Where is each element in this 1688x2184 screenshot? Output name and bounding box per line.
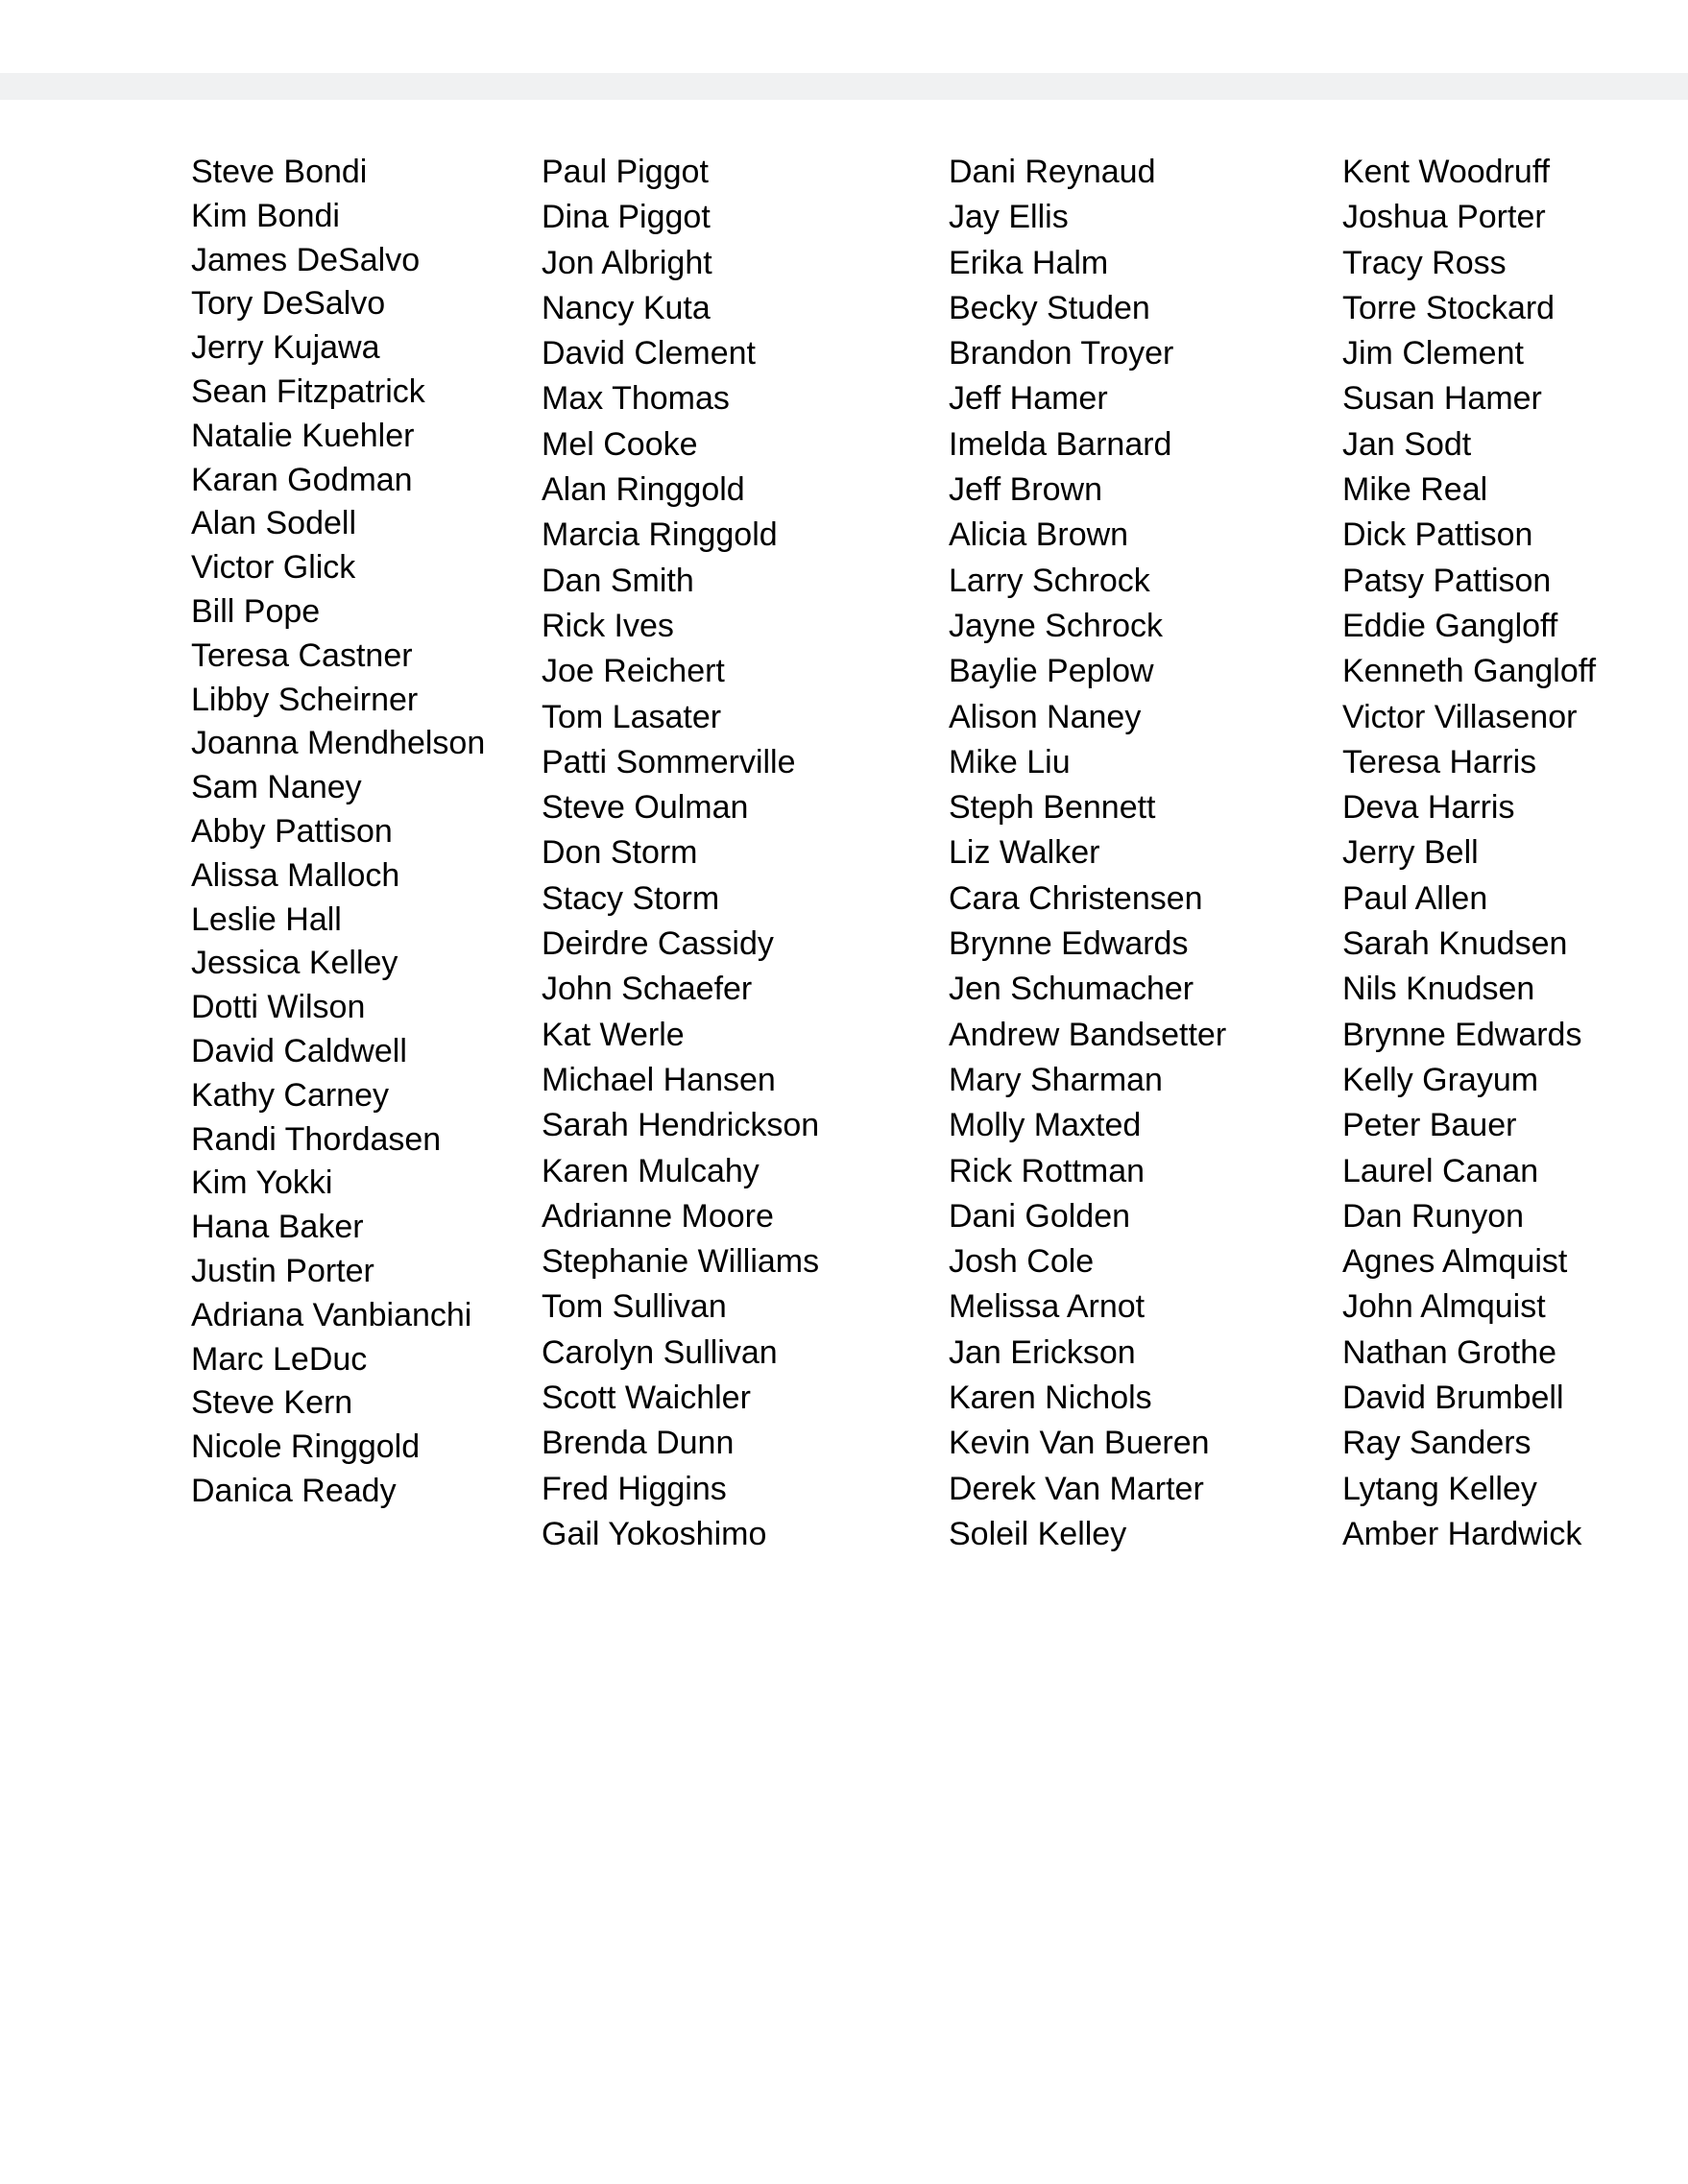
list-item: Alicia Brown <box>949 516 1129 554</box>
list-item: Sarah Hendrickson <box>542 1107 820 1144</box>
list-item: Jerry Bell <box>1342 834 1479 872</box>
list-item: Jeff Hamer <box>949 380 1108 418</box>
list-item: David Brumbell <box>1342 1380 1564 1417</box>
list-item: Jerry Kujawa <box>191 329 380 367</box>
list-item: Jan Sodt <box>1342 425 1472 463</box>
list-item: Brenda Dunn <box>542 1425 735 1462</box>
list-item: Dani Reynaud <box>949 154 1156 190</box>
name-column-2 <box>542 150 819 1557</box>
list-item: Brynne Edwards <box>1342 1016 1582 1053</box>
list-item: Victor Glick <box>191 549 356 587</box>
list-item: Fred Higgins <box>542 1470 727 1507</box>
list-item: Steve Oulman <box>542 789 749 827</box>
list-item: Laurel Canan <box>1342 1152 1539 1189</box>
list-item: Mike Liu <box>949 743 1071 780</box>
list-item: Jim Clement <box>1342 335 1524 372</box>
list-item: Stacy Storm <box>542 879 720 917</box>
list-item: Alison Naney <box>949 698 1142 735</box>
list-item: Steve Bondi <box>191 154 368 190</box>
list-item: Dan Smith <box>542 562 694 599</box>
list-item: Joanna Mendhelson <box>191 725 486 762</box>
list-item: Sarah Knudsen <box>1342 925 1568 963</box>
list-item: Jayne Schrock <box>949 607 1163 644</box>
list-item: Kelly Grayum <box>1342 1061 1539 1098</box>
list-item: Joe Reichert <box>542 653 725 690</box>
list-item: Dotti Wilson <box>191 989 366 1026</box>
list-item: Teresa Harris <box>1342 743 1537 780</box>
name-column-3 <box>949 150 1226 1557</box>
list-item: Dani Golden <box>949 1197 1131 1235</box>
list-item: Karen Nichols <box>949 1380 1152 1417</box>
list-item: Brynne Edwards <box>949 925 1189 963</box>
list-item: Liz Walker <box>949 834 1100 872</box>
list-item: Jessica Kelley <box>191 945 398 982</box>
list-item: James DeSalvo <box>191 241 421 278</box>
list-item: Karan Godman <box>191 461 413 498</box>
list-item: Patsy Pattison <box>1342 562 1552 599</box>
list-item: Marc LeDuc <box>191 1340 368 1378</box>
list-item: Erika Halm <box>949 244 1109 281</box>
list-item: Susan Hamer <box>1342 380 1542 418</box>
list-item: Mel Cooke <box>542 425 698 463</box>
list-item: Victor Villasenor <box>1342 698 1578 735</box>
list-item: Steph Bennett <box>949 789 1156 827</box>
list-item: Deva Harris <box>1342 789 1515 827</box>
list-item: Alan Ringgold <box>542 471 745 509</box>
list-item: Joshua Porter <box>1342 199 1546 236</box>
list-item: Stephanie Williams <box>542 1243 820 1281</box>
list-item: Adriana Vanbianchi <box>191 1296 472 1333</box>
list-item: Dick Pattison <box>1342 516 1533 554</box>
list-item: Brandon Troyer <box>949 335 1174 372</box>
list-item: Hana Baker <box>191 1209 364 1246</box>
list-item: Ray Sanders <box>1342 1425 1531 1462</box>
list-item: Amber Hardwick <box>1342 1515 1582 1552</box>
list-item: Alan Sodell <box>191 505 357 542</box>
list-item: Randi Thordasen <box>191 1120 442 1158</box>
name-column-4 <box>1342 150 1596 1557</box>
list-item: Molly Maxted <box>949 1107 1142 1144</box>
list-item: Becky Studen <box>949 289 1150 326</box>
list-item: Mike Real <box>1342 471 1488 509</box>
list-item: John Schaefer <box>542 971 753 1008</box>
header-band <box>0 73 1688 100</box>
list-item: David Clement <box>542 335 756 372</box>
list-item: Jon Albright <box>542 244 712 281</box>
list-item: Dan Runyon <box>1342 1197 1525 1235</box>
list-item: Rick Ives <box>542 607 674 644</box>
list-item: Max Thomas <box>542 380 730 418</box>
list-item: Baylie Peplow <box>949 653 1154 690</box>
list-item: Deirdre Cassidy <box>542 925 774 963</box>
list-item: Libby Scheirner <box>191 681 419 718</box>
list-item: Jay Ellis <box>949 199 1069 236</box>
list-item: Nicole Ringgold <box>191 1428 421 1466</box>
list-item: Jen Schumacher <box>949 971 1194 1008</box>
list-item: Josh Cole <box>949 1243 1095 1281</box>
list-item: Natalie Kuehler <box>191 417 415 454</box>
list-item: Sean Fitzpatrick <box>191 372 425 410</box>
list-item: Danica Ready <box>191 1472 397 1509</box>
list-item: Soleil Kelley <box>949 1515 1127 1552</box>
list-item: Sam Naney <box>191 769 362 806</box>
list-item: Cara Christensen <box>949 879 1203 917</box>
list-item: Bill Pope <box>191 592 321 630</box>
list-item: Agnes Almquist <box>1342 1243 1568 1281</box>
list-item: Andrew Bandsetter <box>949 1016 1227 1053</box>
list-item: Torre Stockard <box>1342 289 1555 326</box>
list-item: Justin Porter <box>191 1252 374 1289</box>
name-column-1 <box>191 151 485 1514</box>
list-item: Kim Yokki <box>191 1164 333 1202</box>
list-item: Nancy Kuta <box>542 289 711 326</box>
list-item: Adrianne Moore <box>542 1197 774 1235</box>
list-item: Tory DeSalvo <box>191 285 386 323</box>
list-item: Don Storm <box>542 834 698 872</box>
list-item: Alissa Malloch <box>191 856 400 894</box>
list-item: John Almquist <box>1342 1288 1546 1326</box>
list-item: Derek Van Marter <box>949 1470 1204 1507</box>
list-item: Rick Rottman <box>949 1152 1145 1189</box>
list-item: Paul Allen <box>1342 879 1488 917</box>
list-item: Peter Bauer <box>1342 1107 1517 1144</box>
list-item: Kathy Carney <box>191 1076 389 1114</box>
list-item: Mary Sharman <box>949 1061 1163 1098</box>
list-item: Kim Bondi <box>191 197 340 234</box>
list-item: Larry Schrock <box>949 562 1150 599</box>
list-item: Nathan Grothe <box>1342 1333 1557 1371</box>
list-item: Tom Lasater <box>542 698 722 735</box>
list-item: Steve Kern <box>191 1384 353 1422</box>
list-item: Tracy Ross <box>1342 244 1507 281</box>
list-item: Michael Hansen <box>542 1061 776 1098</box>
list-item: Melissa Arnot <box>949 1288 1145 1326</box>
list-item: Nils Knudsen <box>1342 971 1535 1008</box>
list-item: Jan Erickson <box>949 1333 1136 1371</box>
list-item: Karen Mulcahy <box>542 1152 760 1189</box>
list-item: Abby Pattison <box>191 812 393 850</box>
list-item: Kat Werle <box>542 1016 685 1053</box>
list-item: Dina Piggot <box>542 199 711 236</box>
list-item: David Caldwell <box>191 1032 407 1069</box>
list-item: Imelda Barnard <box>949 425 1172 463</box>
list-item: Kenneth Gangloff <box>1342 653 1597 690</box>
list-item: Tom Sullivan <box>542 1288 727 1326</box>
list-item: Teresa Castner <box>191 636 413 674</box>
list-item: Eddie Gangloff <box>1342 607 1558 644</box>
list-item: Paul Piggot <box>542 154 709 190</box>
list-item: Kent Woodruff <box>1342 154 1551 190</box>
list-item: Leslie Hall <box>191 900 342 938</box>
list-item: Patti Sommerville <box>542 743 796 780</box>
list-item: Lytang Kelley <box>1342 1470 1537 1507</box>
list-item: Carolyn Sullivan <box>542 1333 778 1371</box>
list-item: Gail Yokoshimo <box>542 1515 767 1552</box>
list-item: Jeff Brown <box>949 471 1103 509</box>
list-item: Scott Waichler <box>542 1380 751 1417</box>
list-item: Kevin Van Bueren <box>949 1425 1210 1462</box>
list-item: Marcia Ringgold <box>542 516 778 554</box>
